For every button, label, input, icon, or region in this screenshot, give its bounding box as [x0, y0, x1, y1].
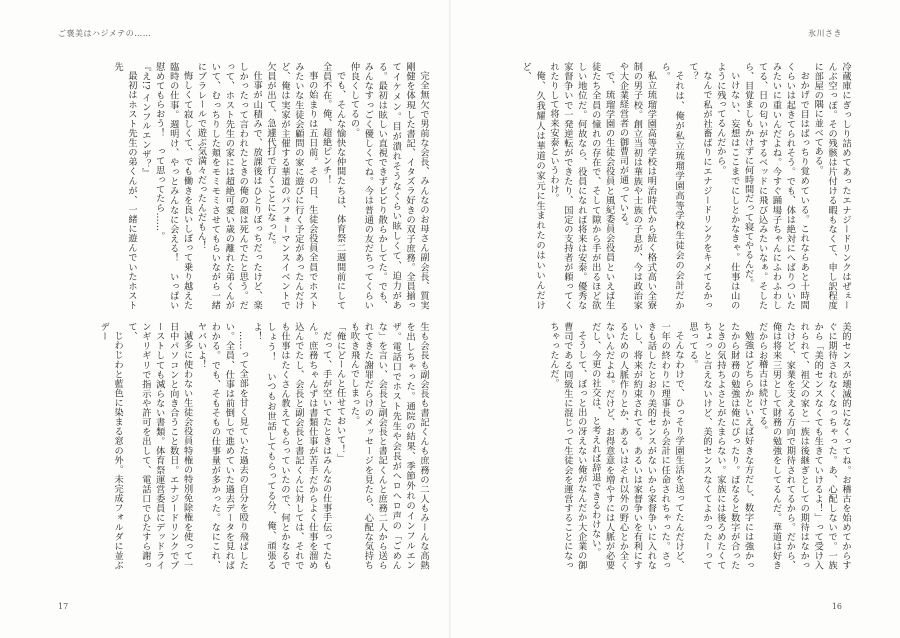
author-name-header: 氷川さき — [808, 29, 842, 38]
text-line: で、琉瑠学園の生徒会役員と風紀委員会役員といえば生徒たち全員の憧れの存在で、そして隙から手が出るほど欲しい地位だ。何故なら、役員になれば将来は安泰。優秀な家督争いで一発逆転ができたり、国定の支持者が頼ってくれたりして将来安泰というわけ。 — [547, 62, 615, 310]
text-line: 仕事が山積みで、放課後はひとりぼっちだったけど、楽しかったって言われたときの俺の顔は死んでたと思う。だって、ホスト先生の家には超絶可愛い歳の離れた弟くんがいて、むっちりした頬をモミモミさせてもらいながら一緒にブラレールで遊ぶ気満々だったんだもん！ — [195, 62, 263, 310]
text-line: そんなわけで、ひっそり学園生活を送ってたんだけど、一年の終わりに理事長から会計に任命されちゃった。さっきも話したとおり美的センスがないから家督争いに入れないし、将来が約束されてる。あるいは家督争いを有利にするための人脈作りとか、あるいはそれ以外の野心とか全くないんだよね。だけど、お得意意を増やすには人脈が必要だし、今更の社交は、と考えれば辞退できるわけない。 — [589, 322, 685, 570]
text-line: 美的センスが壊滅的になくってね。お稽古を始めてからすぐに期待されなくなっちゃった。あ、心配しないで。一族から「美的センスなくても生きていけるよ！」って受け入れられて、祖父の家と一族は後継ぎとしての期待はなかったけど、家業を支える方向で期待されてるから。だから、俺は将来三男として財務の勉強をしてるんだ。華道は好きだからお稽古は続けてる。 — [756, 322, 851, 570]
text-line: そうして、ぼっと出の冴えない俺がなんだか大企業の御曹司である同級生に混じって生徒会を運営することになっちゃったんだ。 — [547, 322, 587, 570]
text-line: 滅多に使わない生徒会役員特権の特別免除権を使って一日中パソコンと向き合うこと数日。エナジードリンクでブーストしても減らない書類。体育祭運営委員にデッドラインギリギリで指示や許可を出して、電話口でひたすら謝って、 — [125, 322, 193, 570]
right-page-upper-column — [472, 62, 852, 310]
left-page-upper-column — [35, 62, 430, 310]
page-number-left: 17 — [58, 602, 69, 611]
text-line: 俺、久我耀人は華道の家元に生まれたのはいいんだけど、 — [520, 62, 546, 310]
book-title-header: ご褒美はハジメテの…… — [58, 29, 152, 38]
text-line: 「俺にどーんと任せておいて！」 — [334, 322, 346, 463]
text-line: 冷蔵庫にぎっしり詰めてあったエナジードリンクはぜぇーんぶ空っぽ。その残骸は片付ける暇もなくて、申し訳程度に部屋の隅に並べてある。 — [812, 62, 851, 310]
text-line: いけない、妄想はここまでにしとかなきゃ。仕事は山のように残ってるんだから。 — [714, 62, 740, 310]
text-line: 『え!? インフルエンザ？』 — [139, 62, 151, 178]
text-line: でも、そんな愉快な仲間たちは、体育祭二週間前にして全員不在。俺、超絶ピンチ！ — [320, 62, 346, 310]
text-line: おかげで目はばっちり覚めている。これならあと十時間くらいは起きてられそう。でも、体は絶対にへばりついたみたいに重いんだよね。今すぐ踊場子ちゃんにふわふわしてる、日の匂いがするベッドに飛び込みたいなぁ。そしたら、目覚ましもかけずに何時間だって寝てやるんだ。 — [742, 62, 810, 310]
right-page — [450, 0, 900, 638]
text-line: それは、俺が私立琉瑠学園高等学校生徒会の会計だから。 — [659, 62, 685, 310]
text-line: ……って全部を甘く見ていた過去の自分を殴り飛ばしたい。全員、仕事は前倒しで進めていた過去データを見ればわかる。でも、そもそもの仕事量が多かった。なにこれ、ヤバいよ！ — [195, 322, 249, 570]
right-page-lower-column — [472, 322, 852, 570]
page-number-right: 16 — [831, 602, 842, 611]
text-line: 事の始まりは五日前。その日、生徒会役員全員でホストみたいな生徒会顧問の家に遊びに行く予定があったんだけど、俺は実家が主催する華道のパフォーマンスイベントで欠員が出て、急遽代打で行くことになった。 — [265, 62, 318, 310]
text-line: だって、手が空いてたときはみんなの仕事手伝ってたもん。庶務ちゃんずは書類仕事が苦手だからよく仕事を溜め込んでたし、会長と副会長と書記くんに対しては、それでも仕事はたくさん教えてもらっていたので、何とかなるでしょう！ いつもお世話してもらってる分、俺、頑張るよ！ — [251, 322, 332, 570]
text-line: 勉強はどちらかといえば好きな方だし、数字には強かったから財務の勉強は俺にぴったり。ばなると数字が合ったときの気持ちよさとがたまらない。家族には後ろめたくてちょっと言えないけど、美的センスなくてよかったーって思ってる。 — [687, 322, 754, 570]
text-line: 完全無欠で男前な会長、みんなのお母さん副会長、質実剛健を体現した書記、イタズラ好きの双子庶務。全員揃ってイケメン。目が潰れそうなくらい眩しくて、迫力がある。最初は眩しい直視できずビビり散らかしてた。でも、みんなすっごく優しくてね。今は普通の友だちってくらい仲良くしてるの。 — [348, 62, 429, 310]
text-line: 最初はホスト先生の弟くんが、一緒に遊んでいたホスト先 — [112, 62, 137, 310]
text-line: 私立琉瑠学園高等学校は明治時代から続く格式高い全寮制の男子校。創立当初は華族や士族の子息が、今は政治家や大企業経営者の御曹司が通っている。 — [617, 62, 657, 310]
text-line: じわじわと藍色に染まる窓の外。未完成フォルダに並ぶデー — [98, 322, 124, 570]
text-line: 生も会長も副会長も書記くんも庶務の二人もみーんな高熱を出しちゃった。通院の結果、季節外れのインフルエンザ。電話口でホスト先生や会長がヘロヘロ声の「ごめんな」を言い、会長と副会長と書記くんと庶務二人から送られてきた謝罪だらけのメッセージを見たら、心配な気持ちも吹き飛んでしまった。 — [348, 322, 429, 570]
text-line: なんで私が社畜ばりにエナジードリンクをキメてるかって？ — [687, 62, 712, 310]
text-line: 悔しくて寂しくて、でも働きを良いしぼって乗り越えた臨時の仕事。週明け、やっとみんなに会える！ いっぱい慰めてもらおう！ って思ってたら……。 — [153, 62, 193, 310]
left-page-lower-column — [35, 322, 430, 570]
